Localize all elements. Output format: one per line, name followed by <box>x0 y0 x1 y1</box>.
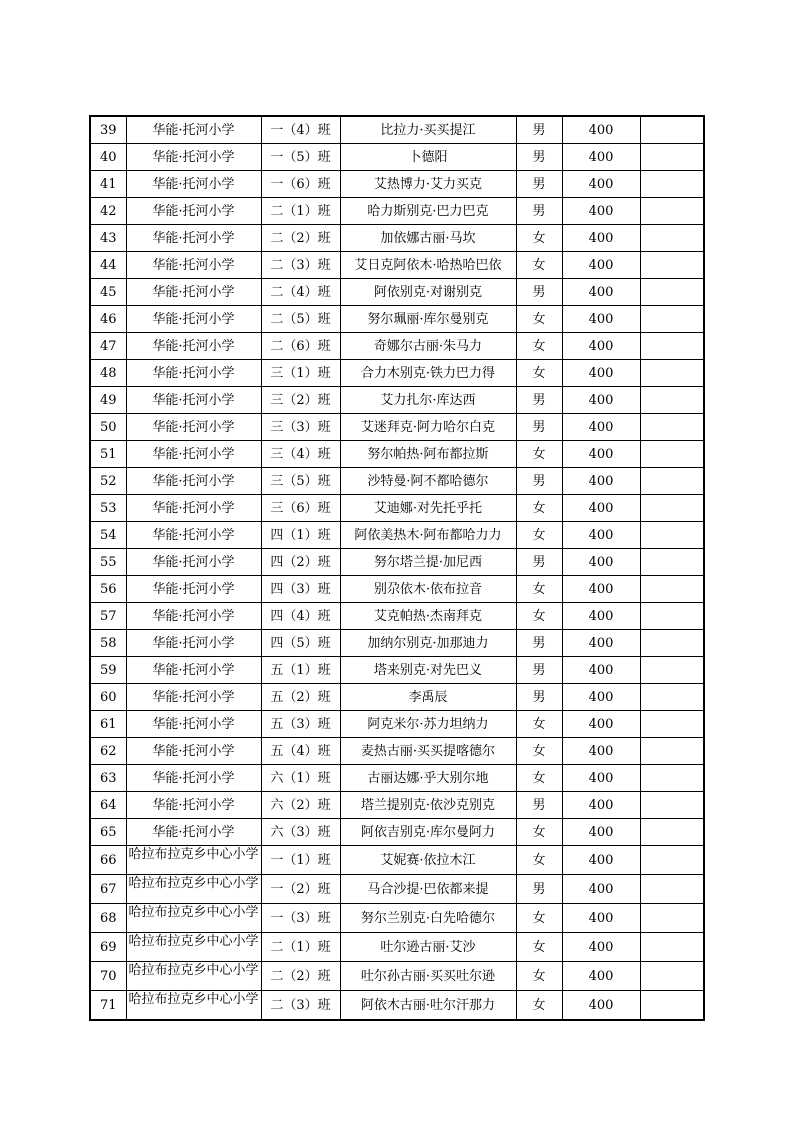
remark-cell <box>640 684 704 711</box>
row-number-cell: 60 <box>90 684 126 711</box>
amount-cell: 400 <box>562 360 640 387</box>
school-cell: 华能·托河小学 <box>126 684 261 711</box>
row-number-cell: 62 <box>90 738 126 765</box>
remark-cell <box>640 603 704 630</box>
class-cell: 二（3）班 <box>261 991 340 1021</box>
row-number-cell: 61 <box>90 711 126 738</box>
table-row <box>90 468 704 495</box>
gender-cell: 男 <box>516 198 562 225</box>
school-cell: 华能·托河小学 <box>126 711 261 738</box>
remark-cell <box>640 333 704 360</box>
table-row <box>90 360 704 387</box>
amount-cell: 400 <box>562 792 640 819</box>
table-row <box>90 441 704 468</box>
table-row <box>90 549 704 576</box>
student-name-cell: 比拉力·买买提江 <box>340 116 516 144</box>
school-cell: 华能·托河小学 <box>126 495 261 522</box>
row-number-cell: 53 <box>90 495 126 522</box>
school-cell: 哈拉布拉克乡中心小学 <box>126 904 261 933</box>
class-cell: 五（1）班 <box>261 657 340 684</box>
table-row <box>90 846 704 875</box>
amount-cell: 400 <box>562 819 640 846</box>
row-number-cell: 56 <box>90 576 126 603</box>
row-number-cell: 46 <box>90 306 126 333</box>
amount-cell: 400 <box>562 279 640 306</box>
school-cell: 华能·托河小学 <box>126 630 261 657</box>
class-cell: 六（2）班 <box>261 792 340 819</box>
class-cell: 四（3）班 <box>261 576 340 603</box>
table-row <box>90 962 704 991</box>
row-number-cell: 39 <box>90 116 126 144</box>
remark-cell <box>640 962 704 991</box>
class-cell: 四（2）班 <box>261 549 340 576</box>
table-row <box>90 684 704 711</box>
row-number-cell: 58 <box>90 630 126 657</box>
remark-cell <box>640 116 704 144</box>
class-cell: 二（1）班 <box>261 933 340 962</box>
row-number-cell: 55 <box>90 549 126 576</box>
table-row <box>90 198 704 225</box>
school-cell: 华能·托河小学 <box>126 387 261 414</box>
amount-cell: 400 <box>562 962 640 991</box>
school-cell: 哈拉布拉克乡中心小学 <box>126 991 261 1021</box>
class-cell: 二（4）班 <box>261 279 340 306</box>
class-cell: 三（6）班 <box>261 495 340 522</box>
gender-cell: 女 <box>516 738 562 765</box>
amount-cell: 400 <box>562 991 640 1021</box>
school-cell: 华能·托河小学 <box>126 306 261 333</box>
school-cell: 华能·托河小学 <box>126 360 261 387</box>
table-row <box>90 171 704 198</box>
student-name-cell: 努尔帕热·阿布都拉斯 <box>340 441 516 468</box>
remark-cell <box>640 792 704 819</box>
remark-cell <box>640 468 704 495</box>
table-row <box>90 711 704 738</box>
amount-cell: 400 <box>562 414 640 441</box>
school-cell: 华能·托河小学 <box>126 468 261 495</box>
student-name-cell: 奇娜尔古丽·朱马力 <box>340 333 516 360</box>
row-number-cell: 51 <box>90 441 126 468</box>
gender-cell: 女 <box>516 252 562 279</box>
class-cell: 四（4）班 <box>261 603 340 630</box>
amount-cell: 400 <box>562 522 640 549</box>
amount-cell: 400 <box>562 116 640 144</box>
school-cell: 华能·托河小学 <box>126 414 261 441</box>
school-cell: 哈拉布拉克乡中心小学 <box>126 962 261 991</box>
student-name-cell: 合力木别克·铁力巴力得 <box>340 360 516 387</box>
row-number-cell: 63 <box>90 765 126 792</box>
gender-cell: 男 <box>516 279 562 306</box>
student-name-cell: 努尔兰别克·白先哈德尔 <box>340 904 516 933</box>
table-row <box>90 603 704 630</box>
student-name-cell: 阿依木古丽·吐尔汗那力 <box>340 991 516 1021</box>
amount-cell: 400 <box>562 846 640 875</box>
row-number-cell: 47 <box>90 333 126 360</box>
gender-cell: 男 <box>516 171 562 198</box>
gender-cell: 男 <box>516 468 562 495</box>
table-row <box>90 875 704 904</box>
student-name-cell: 艾迪娜·对先托乎托 <box>340 495 516 522</box>
class-cell: 二（2）班 <box>261 962 340 991</box>
class-cell: 一（1）班 <box>261 846 340 875</box>
school-cell: 华能·托河小学 <box>126 549 261 576</box>
student-name-cell: 艾热博力·艾力买克 <box>340 171 516 198</box>
class-cell: 一（6）班 <box>261 171 340 198</box>
amount-cell: 400 <box>562 711 640 738</box>
amount-cell: 400 <box>562 549 640 576</box>
table-row <box>90 495 704 522</box>
table-row <box>90 116 704 144</box>
class-cell: 一（3）班 <box>261 904 340 933</box>
school-cell: 华能·托河小学 <box>126 576 261 603</box>
table-row <box>90 225 704 252</box>
gender-cell: 男 <box>516 630 562 657</box>
row-number-cell: 52 <box>90 468 126 495</box>
student-subsidy-table <box>89 115 705 1021</box>
table-row <box>90 765 704 792</box>
gender-cell: 女 <box>516 819 562 846</box>
row-number-cell: 41 <box>90 171 126 198</box>
gender-cell: 女 <box>516 225 562 252</box>
table-row <box>90 738 704 765</box>
student-name-cell: 古丽达娜·乎大别尔地 <box>340 765 516 792</box>
amount-cell: 400 <box>562 387 640 414</box>
student-name-cell: 努尔珮丽·库尔曼别克 <box>340 306 516 333</box>
school-cell: 哈拉布拉克乡中心小学 <box>126 875 261 904</box>
row-number-cell: 67 <box>90 875 126 904</box>
amount-cell: 400 <box>562 738 640 765</box>
remark-cell <box>640 198 704 225</box>
row-number-cell: 70 <box>90 962 126 991</box>
student-name-cell: 艾迷拜克·阿力哈尔白克 <box>340 414 516 441</box>
gender-cell: 男 <box>516 792 562 819</box>
remark-cell <box>640 630 704 657</box>
gender-cell: 女 <box>516 765 562 792</box>
class-cell: 六（3）班 <box>261 819 340 846</box>
student-name-cell: 卜德阳 <box>340 144 516 171</box>
gender-cell: 女 <box>516 333 562 360</box>
amount-cell: 400 <box>562 306 640 333</box>
amount-cell: 400 <box>562 630 640 657</box>
class-cell: 三（4）班 <box>261 441 340 468</box>
table-row <box>90 819 704 846</box>
amount-cell: 400 <box>562 495 640 522</box>
school-cell: 华能·托河小学 <box>126 116 261 144</box>
school-cell: 哈拉布拉克乡中心小学 <box>126 933 261 962</box>
class-cell: 三（2）班 <box>261 387 340 414</box>
school-cell: 华能·托河小学 <box>126 657 261 684</box>
student-name-cell: 塔兰提别克·依沙克别克 <box>340 792 516 819</box>
student-name-cell: 阿克米尔·苏力坦纳力 <box>340 711 516 738</box>
table-row <box>90 792 704 819</box>
amount-cell: 400 <box>562 657 640 684</box>
class-cell: 二（3）班 <box>261 252 340 279</box>
row-number-cell: 54 <box>90 522 126 549</box>
gender-cell: 男 <box>516 875 562 904</box>
table-row <box>90 576 704 603</box>
gender-cell: 男 <box>516 387 562 414</box>
remark-cell <box>640 765 704 792</box>
amount-cell: 400 <box>562 441 640 468</box>
class-cell: 四（5）班 <box>261 630 340 657</box>
remark-cell <box>640 875 704 904</box>
remark-cell <box>640 495 704 522</box>
remark-cell <box>640 414 704 441</box>
student-name-cell: 别尕依木·依布拉音 <box>340 576 516 603</box>
school-cell: 华能·托河小学 <box>126 738 261 765</box>
student-name-cell: 艾克帕热·杰南拜克 <box>340 603 516 630</box>
row-number-cell: 40 <box>90 144 126 171</box>
table-row <box>90 333 704 360</box>
amount-cell: 400 <box>562 603 640 630</box>
gender-cell: 女 <box>516 991 562 1021</box>
remark-cell <box>640 279 704 306</box>
gender-cell: 女 <box>516 603 562 630</box>
class-cell: 三（3）班 <box>261 414 340 441</box>
gender-cell: 女 <box>516 962 562 991</box>
table-row <box>90 657 704 684</box>
student-name-cell: 阿依美热木·阿布都哈力力 <box>340 522 516 549</box>
amount-cell: 400 <box>562 468 640 495</box>
remark-cell <box>640 252 704 279</box>
school-cell: 华能·托河小学 <box>126 279 261 306</box>
class-cell: 二（5）班 <box>261 306 340 333</box>
remark-cell <box>640 549 704 576</box>
row-number-cell: 64 <box>90 792 126 819</box>
student-name-cell: 哈力斯别克·巴力巴克 <box>340 198 516 225</box>
gender-cell: 男 <box>516 549 562 576</box>
school-cell: 华能·托河小学 <box>126 144 261 171</box>
row-number-cell: 66 <box>90 846 126 875</box>
table-row <box>90 630 704 657</box>
student-name-cell: 阿依吉别克·库尔曼阿力 <box>340 819 516 846</box>
school-cell: 华能·托河小学 <box>126 441 261 468</box>
row-number-cell: 68 <box>90 904 126 933</box>
student-name-cell: 麦热古丽·买买提喀德尔 <box>340 738 516 765</box>
school-cell: 华能·托河小学 <box>126 333 261 360</box>
student-name-cell: 艾日克阿依木·哈热哈巴依 <box>340 252 516 279</box>
school-cell: 华能·托河小学 <box>126 171 261 198</box>
student-name-cell: 李禹辰 <box>340 684 516 711</box>
gender-cell: 女 <box>516 711 562 738</box>
student-name-cell: 艾妮赛·依拉木江 <box>340 846 516 875</box>
gender-cell: 男 <box>516 144 562 171</box>
row-number-cell: 49 <box>90 387 126 414</box>
student-name-cell: 塔来别克·对先巴义 <box>340 657 516 684</box>
student-name-cell: 沙特曼·阿不都哈德尔 <box>340 468 516 495</box>
remark-cell <box>640 387 704 414</box>
remark-cell <box>640 933 704 962</box>
remark-cell <box>640 306 704 333</box>
gender-cell: 男 <box>516 116 562 144</box>
gender-cell: 女 <box>516 576 562 603</box>
row-number-cell: 44 <box>90 252 126 279</box>
gender-cell: 女 <box>516 495 562 522</box>
remark-cell <box>640 144 704 171</box>
row-number-cell: 71 <box>90 991 126 1021</box>
school-cell: 华能·托河小学 <box>126 603 261 630</box>
amount-cell: 400 <box>562 576 640 603</box>
class-cell: 一（5）班 <box>261 144 340 171</box>
table-row <box>90 279 704 306</box>
student-name-cell: 加纳尔别克·加那迪力 <box>340 630 516 657</box>
amount-cell: 400 <box>562 171 640 198</box>
amount-cell: 400 <box>562 904 640 933</box>
remark-cell <box>640 846 704 875</box>
remark-cell <box>640 991 704 1021</box>
student-name-cell: 吐尔逊古丽·艾沙 <box>340 933 516 962</box>
class-cell: 二（2）班 <box>261 225 340 252</box>
row-number-cell: 59 <box>90 657 126 684</box>
gender-cell: 女 <box>516 846 562 875</box>
class-cell: 四（1）班 <box>261 522 340 549</box>
class-cell: 三（1）班 <box>261 360 340 387</box>
amount-cell: 400 <box>562 765 640 792</box>
row-number-cell: 45 <box>90 279 126 306</box>
amount-cell: 400 <box>562 225 640 252</box>
student-name-cell: 艾力扎尔·库达西 <box>340 387 516 414</box>
remark-cell <box>640 738 704 765</box>
class-cell: 五（3）班 <box>261 711 340 738</box>
class-cell: 五（4）班 <box>261 738 340 765</box>
amount-cell: 400 <box>562 933 640 962</box>
remark-cell <box>640 225 704 252</box>
amount-cell: 400 <box>562 875 640 904</box>
remark-cell <box>640 576 704 603</box>
row-number-cell: 50 <box>90 414 126 441</box>
class-cell: 一（2）班 <box>261 875 340 904</box>
gender-cell: 男 <box>516 414 562 441</box>
remark-cell <box>640 441 704 468</box>
student-name-cell: 努尔塔兰提·加尼西 <box>340 549 516 576</box>
table-row <box>90 387 704 414</box>
amount-cell: 400 <box>562 144 640 171</box>
row-number-cell: 57 <box>90 603 126 630</box>
gender-cell: 男 <box>516 684 562 711</box>
gender-cell: 女 <box>516 306 562 333</box>
remark-cell <box>640 819 704 846</box>
table-body <box>90 116 704 1020</box>
school-cell: 华能·托河小学 <box>126 792 261 819</box>
amount-cell: 400 <box>562 198 640 225</box>
school-cell: 华能·托河小学 <box>126 819 261 846</box>
row-number-cell: 69 <box>90 933 126 962</box>
remark-cell <box>640 657 704 684</box>
table-row <box>90 522 704 549</box>
student-name-cell: 吐尔孙古丽·买买吐尔逊 <box>340 962 516 991</box>
gender-cell: 女 <box>516 441 562 468</box>
student-name-cell: 马合沙提·巴依都来提 <box>340 875 516 904</box>
class-cell: 一（4）班 <box>261 116 340 144</box>
gender-cell: 男 <box>516 657 562 684</box>
amount-cell: 400 <box>562 252 640 279</box>
table-row <box>90 414 704 441</box>
row-number-cell: 65 <box>90 819 126 846</box>
gender-cell: 女 <box>516 933 562 962</box>
gender-cell: 女 <box>516 522 562 549</box>
amount-cell: 400 <box>562 684 640 711</box>
gender-cell: 女 <box>516 904 562 933</box>
class-cell: 二（1）班 <box>261 198 340 225</box>
remark-cell <box>640 904 704 933</box>
table-row <box>90 904 704 933</box>
school-cell: 华能·托河小学 <box>126 252 261 279</box>
table-row <box>90 144 704 171</box>
school-cell: 华能·托河小学 <box>126 225 261 252</box>
remark-cell <box>640 711 704 738</box>
row-number-cell: 43 <box>90 225 126 252</box>
table-row <box>90 252 704 279</box>
remark-cell <box>640 522 704 549</box>
class-cell: 五（2）班 <box>261 684 340 711</box>
row-number-cell: 42 <box>90 198 126 225</box>
school-cell: 哈拉布拉克乡中心小学 <box>126 846 261 875</box>
school-cell: 华能·托河小学 <box>126 198 261 225</box>
row-number-cell: 48 <box>90 360 126 387</box>
school-cell: 华能·托河小学 <box>126 522 261 549</box>
remark-cell <box>640 360 704 387</box>
amount-cell: 400 <box>562 333 640 360</box>
school-cell: 华能·托河小学 <box>126 765 261 792</box>
class-cell: 三（5）班 <box>261 468 340 495</box>
table-row <box>90 306 704 333</box>
remark-cell <box>640 171 704 198</box>
gender-cell: 女 <box>516 360 562 387</box>
class-cell: 六（1）班 <box>261 765 340 792</box>
student-name-cell: 加依娜古丽·马坎 <box>340 225 516 252</box>
student-name-cell: 阿依别克·对谢别克 <box>340 279 516 306</box>
table-row <box>90 991 704 1021</box>
table-row <box>90 933 704 962</box>
class-cell: 二（6）班 <box>261 333 340 360</box>
